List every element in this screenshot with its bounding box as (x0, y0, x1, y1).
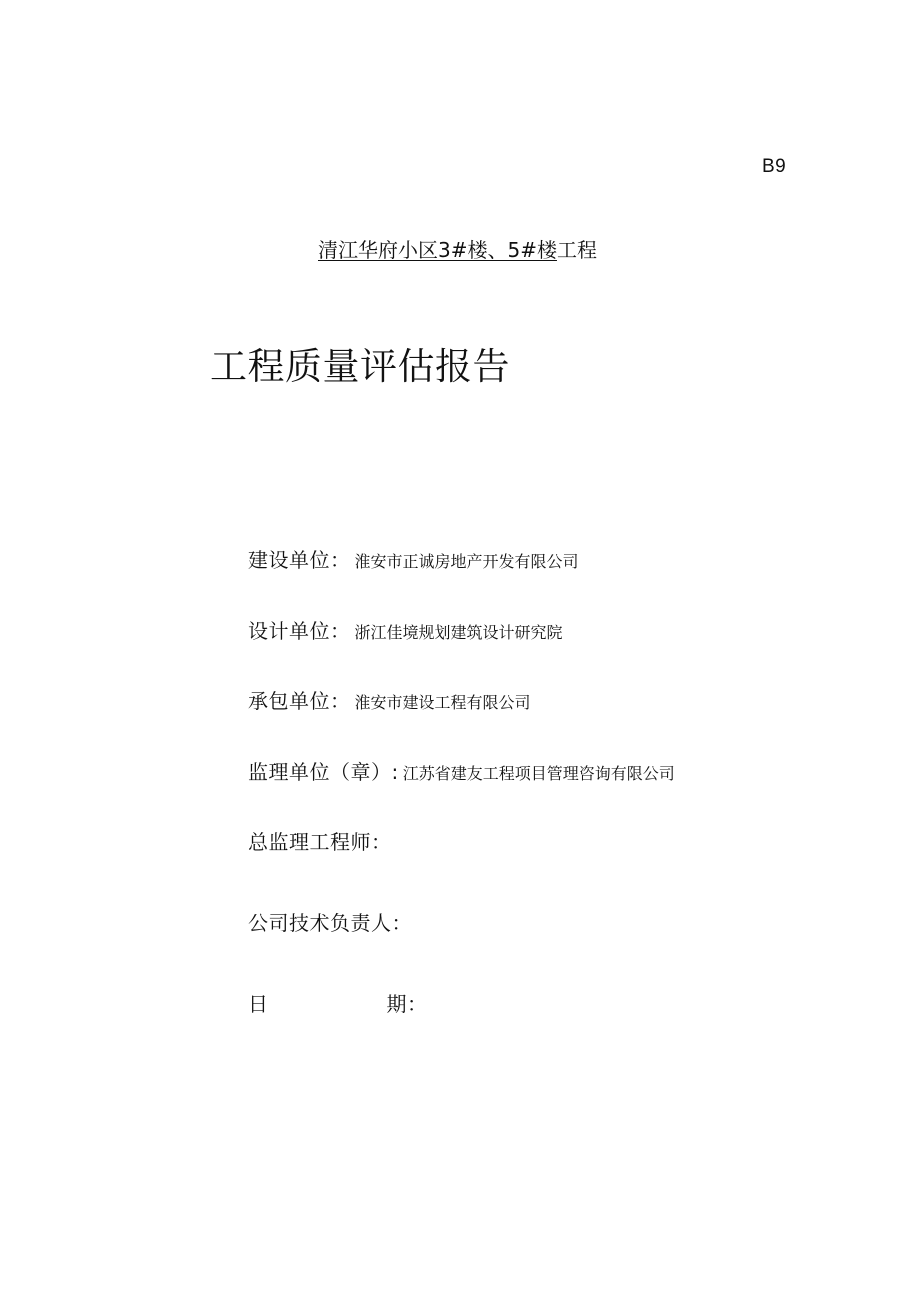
date-label-first: 日 (248, 992, 269, 1016)
date-row (248, 990, 432, 1020)
tech-lead-row (248, 909, 416, 939)
project-name: 清江华府小区3#楼、5#楼 (318, 238, 557, 262)
contractor-row (248, 687, 531, 717)
document-code: B9 (762, 156, 787, 177)
chief-engineer-label: 总监理工程师： (248, 830, 392, 854)
design-unit-row (248, 617, 563, 647)
date-label-second: 期： (386, 992, 428, 1016)
supervisor-row (248, 758, 675, 788)
design-unit-value: 浙江佳境规划建筑设计研究院 (354, 623, 563, 642)
construction-unit-value: 淮安市正诚房地产开发有限公司 (354, 552, 579, 571)
project-title-suffix: 工程 (556, 238, 597, 262)
report-title: 工程质量评估报告 (210, 345, 510, 388)
chief-engineer-row (248, 828, 396, 858)
supervisor-label: 监理单位（章）: (248, 760, 399, 784)
supervisor-value: 江苏省建友工程项目管理咨询有限公司 (402, 764, 675, 783)
design-unit-label: 设计单位： (248, 619, 351, 643)
construction-unit-label: 建设单位： (248, 548, 351, 572)
tech-lead-label: 公司技术负责人： (248, 911, 412, 935)
contractor-label: 承包单位： (248, 689, 351, 713)
construction-unit-row (248, 546, 579, 576)
contractor-value: 淮安市建设工程有限公司 (354, 693, 531, 712)
project-title (318, 234, 597, 263)
